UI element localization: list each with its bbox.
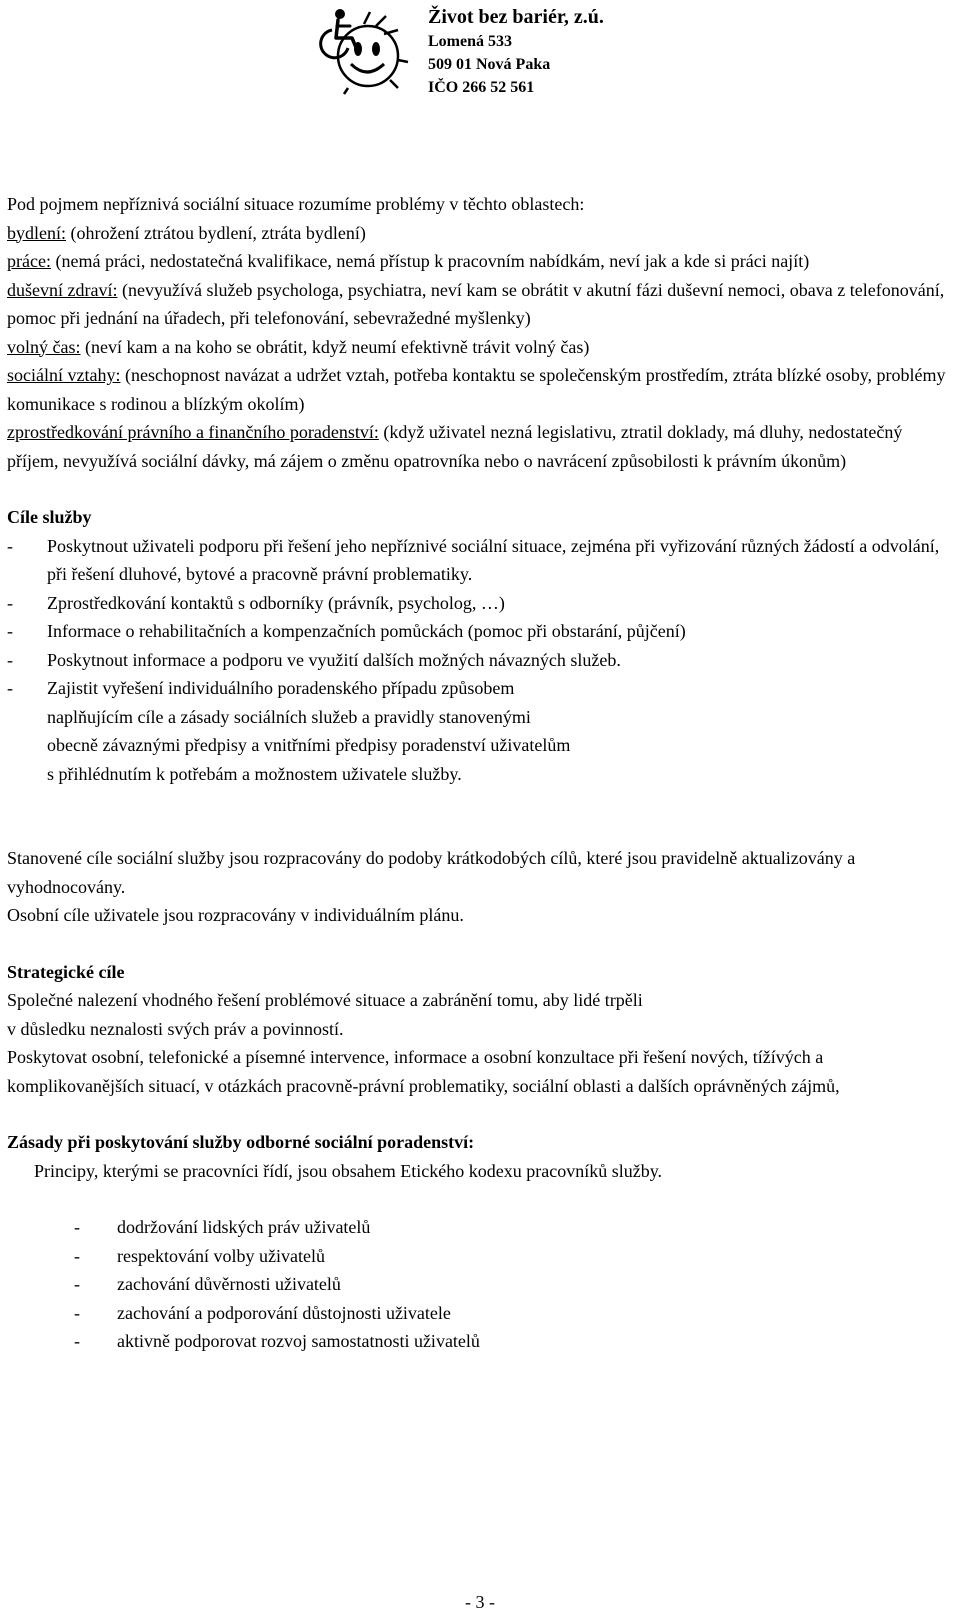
company-id: IČO 266 52 561 xyxy=(428,79,535,96)
list-item: - Zajistit vyřešení individuálního poradenského případu způsobem xyxy=(7,674,952,703)
area-label: zprostředkování právního a finančního poradenství: xyxy=(7,422,379,442)
list-item: - respektování volby uživatelů xyxy=(7,1242,952,1271)
strategic-p2: Poskytovat osobní, telefonické a písemné intervence, informace a osobní konzultace při řešení nových, tížívých a komplikovanějších situací, v otázkách pracovně-právní problematiky, sociální oblasti a dalších oprávněných zájmů, xyxy=(7,1047,840,1096)
area-text: (ohrožení ztrátou bydlení, ztráta bydlení) xyxy=(66,222,366,243)
area-text: (když uživatel nezná legislativu, ztratil doklady, má dluhy, nedostatečný příjem, nevyužívá sociální dávky, má zájem o změnu opatrovníka nebo o navrácení způsobilosti k právním úkonům) xyxy=(7,422,903,471)
goal-continuation: obecně závaznými předpisy a vnitřními předpisy poradenství uživatelům xyxy=(47,735,571,755)
organization-header xyxy=(428,4,604,99)
goal-text: Zprostředkování kontaktů s odborníky (právník, psycholog, …) xyxy=(47,592,505,613)
goal-continuation: naplňujícím cíle a zásady sociálních služeb a pravidly stanovenými xyxy=(47,706,531,727)
strategic-p1-line1: Společné nalezení vhodného řešení problémové situace a zabránění tomu, aby lidé trpěli xyxy=(7,990,643,1010)
principle-text: dodržování lidských práv uživatelů xyxy=(117,1217,371,1237)
area-label: bydlení: xyxy=(7,222,66,243)
intro-lead: Pod pojmem nepříznivá sociální situace rozumíme problémy v těchto oblastech: xyxy=(7,194,585,214)
goals-note-2: Osobní cíle uživatele jsou rozpracovány v individuálním plánu. xyxy=(7,905,464,925)
area-mental-health xyxy=(7,276,952,333)
address-street: Lomená 533 xyxy=(428,33,512,50)
page-number: - 3 - xyxy=(465,1592,495,1612)
document-body xyxy=(7,190,952,1356)
area-legal-financial xyxy=(7,418,952,475)
area-text: (nemá práci, nedostatečná kvalifikace, nemá přístup k pracovním nabídkám, neví jak a kde si práci najít) xyxy=(50,251,810,271)
principle-text: zachování a podporování důstojnosti uživatele xyxy=(117,1302,451,1323)
principle-text: respektování volby uživatelů xyxy=(117,1245,325,1266)
area-label: volný čas: xyxy=(7,336,81,357)
principles-intro: Principy, kterými se pracovníci řídí, jsou obsahem Etického kodexu pracovníků služby. xyxy=(34,1160,663,1181)
area-free-time xyxy=(7,333,952,362)
strategic-heading: Strategické cíle xyxy=(7,961,125,982)
list-item: - Poskytnout uživateli podporu při řešení jeho nepříznivé sociální situace, zejména při vyřizování různých žádostí a odvolání, při řešení dluhové, bytové a pracovně právní problematiky. xyxy=(7,532,952,589)
area-work xyxy=(7,247,952,276)
goals-note-1: Stanovené cíle sociální služby jsou rozpracovány do podoby krátkodobých cílů, které jsou pravidelně aktualizovány a vyhodnocovány. xyxy=(7,848,856,897)
goal-continuation: s přihlédnutím k potřebám a možnostem uživatele služby. xyxy=(47,763,462,784)
goals-heading: Cíle služby xyxy=(7,507,92,527)
wheelchair-smiley-logo-icon xyxy=(318,4,410,96)
area-text: (neví kam a na koho se obrátit, když neumí efektivně trávit volný čas) xyxy=(80,336,590,357)
principle-text: aktivně podporovat rozvoj samostatnosti uživatelů xyxy=(117,1331,480,1351)
area-label: sociální vztahy: xyxy=(7,365,121,385)
goal-text: Poskytnout uživateli podporu při řešení jeho nepříznivé sociální situace, zejména při vyřizování různých žádostí a odvolání, při řešení dluhové, bytové a pracovně právní problematiky. xyxy=(47,535,940,584)
list-item: - aktivně podporovat rozvoj samostatnosti uživatelů xyxy=(7,1327,952,1356)
principles-heading: Zásady při poskytování služby odborné sociální poradenství: xyxy=(7,1132,475,1152)
goal-text: Zajistit vyřešení individuálního poradenského případu způsobem xyxy=(47,678,515,698)
list-item: - Informace o rehabilitačních a kompenzačních pomůckách (pomoc při obstarání, půjčení) xyxy=(7,617,952,646)
organization-name: Život bez bariér, z.ú. xyxy=(428,6,604,28)
area-label: duševní zdraví: xyxy=(7,279,118,300)
strategic-p1-line2: v důsledku neznalosti svých práv a povinností. xyxy=(7,1018,344,1039)
area-text: (neschopnost navázat a udržet vztah, potřeba kontaktu se společenským prostředím, ztráta blízké osoby, problémy komunikace s rodinou a blízkým okolím) xyxy=(7,365,946,414)
area-label: práce: xyxy=(7,251,51,271)
list-item: - dodržování lidských práv uživatelů xyxy=(7,1213,952,1242)
area-text: (nevyužívá služeb psychologa, psychiatra, neví kam se obrátit v akutní fázi duševní nemoci, obava z telefonování, pomoc při jednání na úřadech, při telefonování, sebevražedné myšlenky) xyxy=(7,279,945,328)
goal-text: Informace o rehabilitačních a kompenzačních pomůckách (pomoc při obstarání, půjčení) xyxy=(47,621,686,641)
list-item: - Poskytnout informace a podporu ve využití dalších možných návazných služeb. xyxy=(7,646,952,675)
list-item: - zachování důvěrnosti uživatelů xyxy=(7,1270,952,1299)
list-item: - zachování a podporování důstojnosti uživatele xyxy=(7,1299,952,1328)
area-social-relations xyxy=(7,361,952,418)
list-item: - Zprostředkování kontaktů s odborníky (právník, psycholog, …) xyxy=(7,589,952,618)
goal-text: Poskytnout informace a podporu ve využití dalších možných návazných služeb. xyxy=(47,649,621,670)
address-city: 509 01 Nová Paka xyxy=(428,56,551,73)
principle-text: zachování důvěrnosti uživatelů xyxy=(117,1274,341,1294)
area-housing xyxy=(7,219,952,248)
